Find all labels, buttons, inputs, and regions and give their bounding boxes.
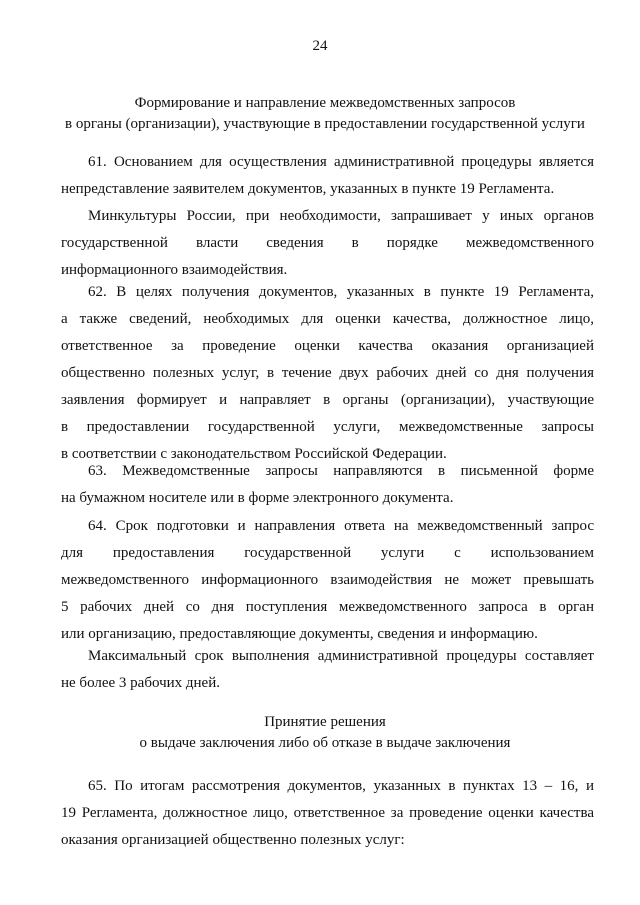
text-line: или организацию, предоставляющие документы, сведения и информацию. (61, 626, 538, 642)
section-heading-decision (50, 712, 600, 754)
paragraph-65 (61, 773, 594, 854)
text-line: 19 Регламента, должностное лицо, ответственное за проведение оценки качества (61, 805, 594, 821)
text-line: непредставление заявителем документов, указанных в пункте 19 Регламента. (61, 181, 555, 197)
text-line: для предоставления государственной услуги с использованием (61, 545, 594, 561)
paragraph-max-term (61, 643, 594, 697)
text-line: Минкультуры России, при необходимости, запрашивает у иных органов (88, 208, 594, 224)
section-heading-requests (50, 93, 600, 135)
text-line: на бумажном носителе или в форме электронного документа. (61, 490, 454, 506)
text-line: общественно полезных услуг, в течение двух рабочих дней со дня получения (61, 365, 594, 381)
paragraph-minkultury (61, 203, 594, 284)
text-line: межведомственного информационного взаимодействия не может превышать (61, 572, 594, 588)
text-line: информационного взаимодействия. (61, 262, 288, 278)
text-line: а также сведений, необходимых для оценки качества, должностное лицо, (61, 311, 594, 327)
paragraph-64 (61, 513, 594, 648)
text-line: 63. Межведомственные запросы направляются в письменной форме (88, 463, 594, 479)
text-line: 64. Срок подготовки и направления ответа на межведомственный запрос (88, 518, 594, 534)
text-line: оказания организацией общественно полезных услуг: (61, 832, 405, 848)
paragraph-62 (61, 279, 594, 468)
page-number: 24 (312, 38, 328, 54)
text-line: 62. В целях получения документов, указанных в пункте 19 Регламента, (88, 284, 594, 300)
heading-line: о выдаче заключения либо об отказе в выдаче заключения (139, 735, 511, 751)
text-line: государственной власти сведения в порядке межведомственного (61, 235, 594, 251)
text-line: 5 рабочих дней со дня поступления межведомственного запроса в орган (61, 599, 594, 615)
text-line: Максимальный срок выполнения административной процедуры составляет (88, 648, 594, 664)
heading-line: Принятие решения (264, 714, 386, 730)
text-line: 65. По итогам рассмотрения документов, указанных в пунктах 13 – 16, и (88, 778, 594, 794)
heading-line: Формирование и направление межведомственных запросов (134, 95, 516, 111)
text-line: ответственное за проведение оценки качества оказания организацией (61, 338, 594, 354)
text-line: в предоставлении государственной услуги, межведомственные запросы (61, 419, 594, 435)
text-line: заявления формирует и направляет в органы (организации), участвующие (61, 392, 594, 408)
paragraph-61 (61, 149, 594, 203)
text-line: 61. Основанием для осуществления административной процедуры является (88, 154, 594, 170)
heading-line: в органы (организации), участвующие в предоставлении государственной услуги (65, 116, 585, 132)
text-line: в соответствии с законодательством Российской Федерации. (61, 446, 447, 462)
paragraph-63 (61, 458, 594, 512)
text-line: не более 3 рабочих дней. (61, 675, 220, 691)
